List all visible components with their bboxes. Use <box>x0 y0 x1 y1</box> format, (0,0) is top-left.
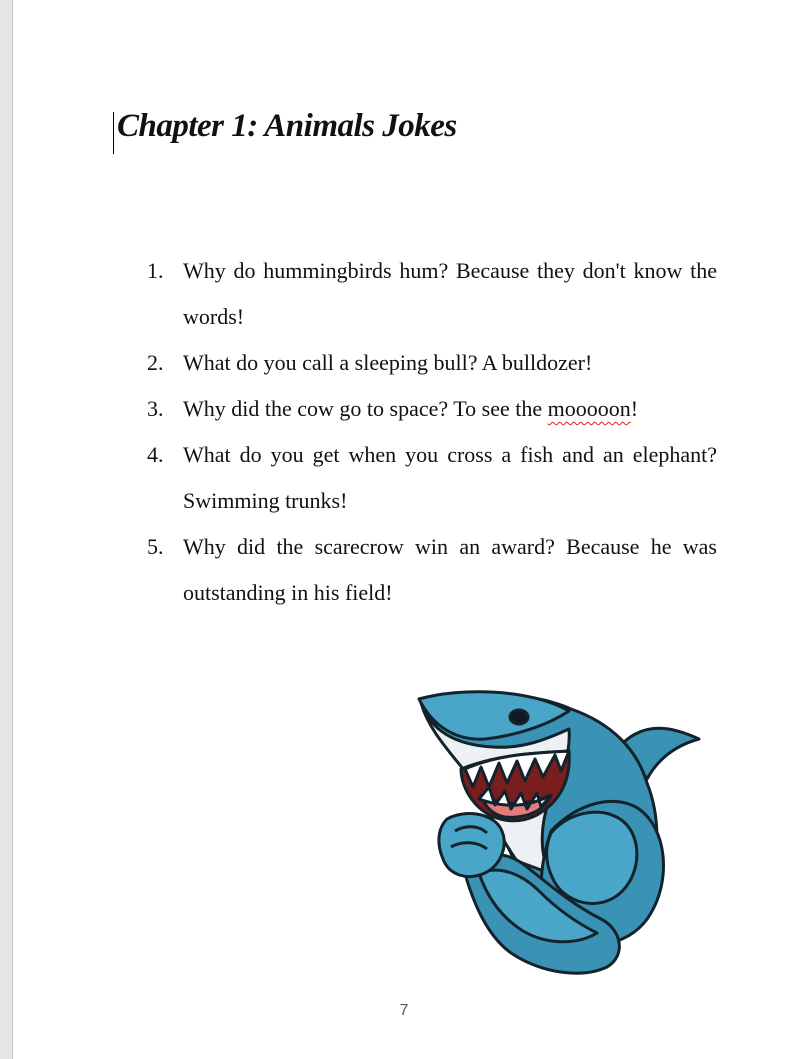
text-cursor <box>113 112 114 154</box>
page-number: 7 <box>399 1002 409 1019</box>
list-item[interactable] <box>147 386 717 432</box>
list-item[interactable] <box>147 524 717 616</box>
joke-text: Why did the cow go to space? To see the <box>183 396 548 421</box>
shark-illustration[interactable] <box>401 683 711 980</box>
list-item[interactable] <box>147 432 717 524</box>
joke-text: Why do hummingbirds hum? Because they don't know the words! <box>183 258 717 329</box>
joke-list <box>147 248 717 616</box>
chapter-title[interactable]: Chapter 1: Animals Jokes <box>117 108 457 144</box>
list-number: 3. <box>147 396 164 421</box>
misspelled-word[interactable]: mooooon <box>547 396 631 421</box>
joke-text: What do you get when you cross a fish and an elephant? Swimming trunks! <box>183 442 717 513</box>
list-number: 1. <box>147 258 164 283</box>
document-page[interactable] <box>12 0 794 1059</box>
list-item[interactable] <box>147 248 717 340</box>
list-number: 4. <box>147 442 164 467</box>
joke-text: Why did the scarecrow win an award? Because he was outstanding in his field! <box>183 534 717 605</box>
joke-text: What do you call a sleeping bull? A bulldozer! <box>183 350 593 375</box>
list-number: 5. <box>147 534 164 559</box>
list-number: 2. <box>147 350 164 375</box>
joke-text-end: ! <box>630 396 639 421</box>
list-item[interactable] <box>147 340 717 386</box>
